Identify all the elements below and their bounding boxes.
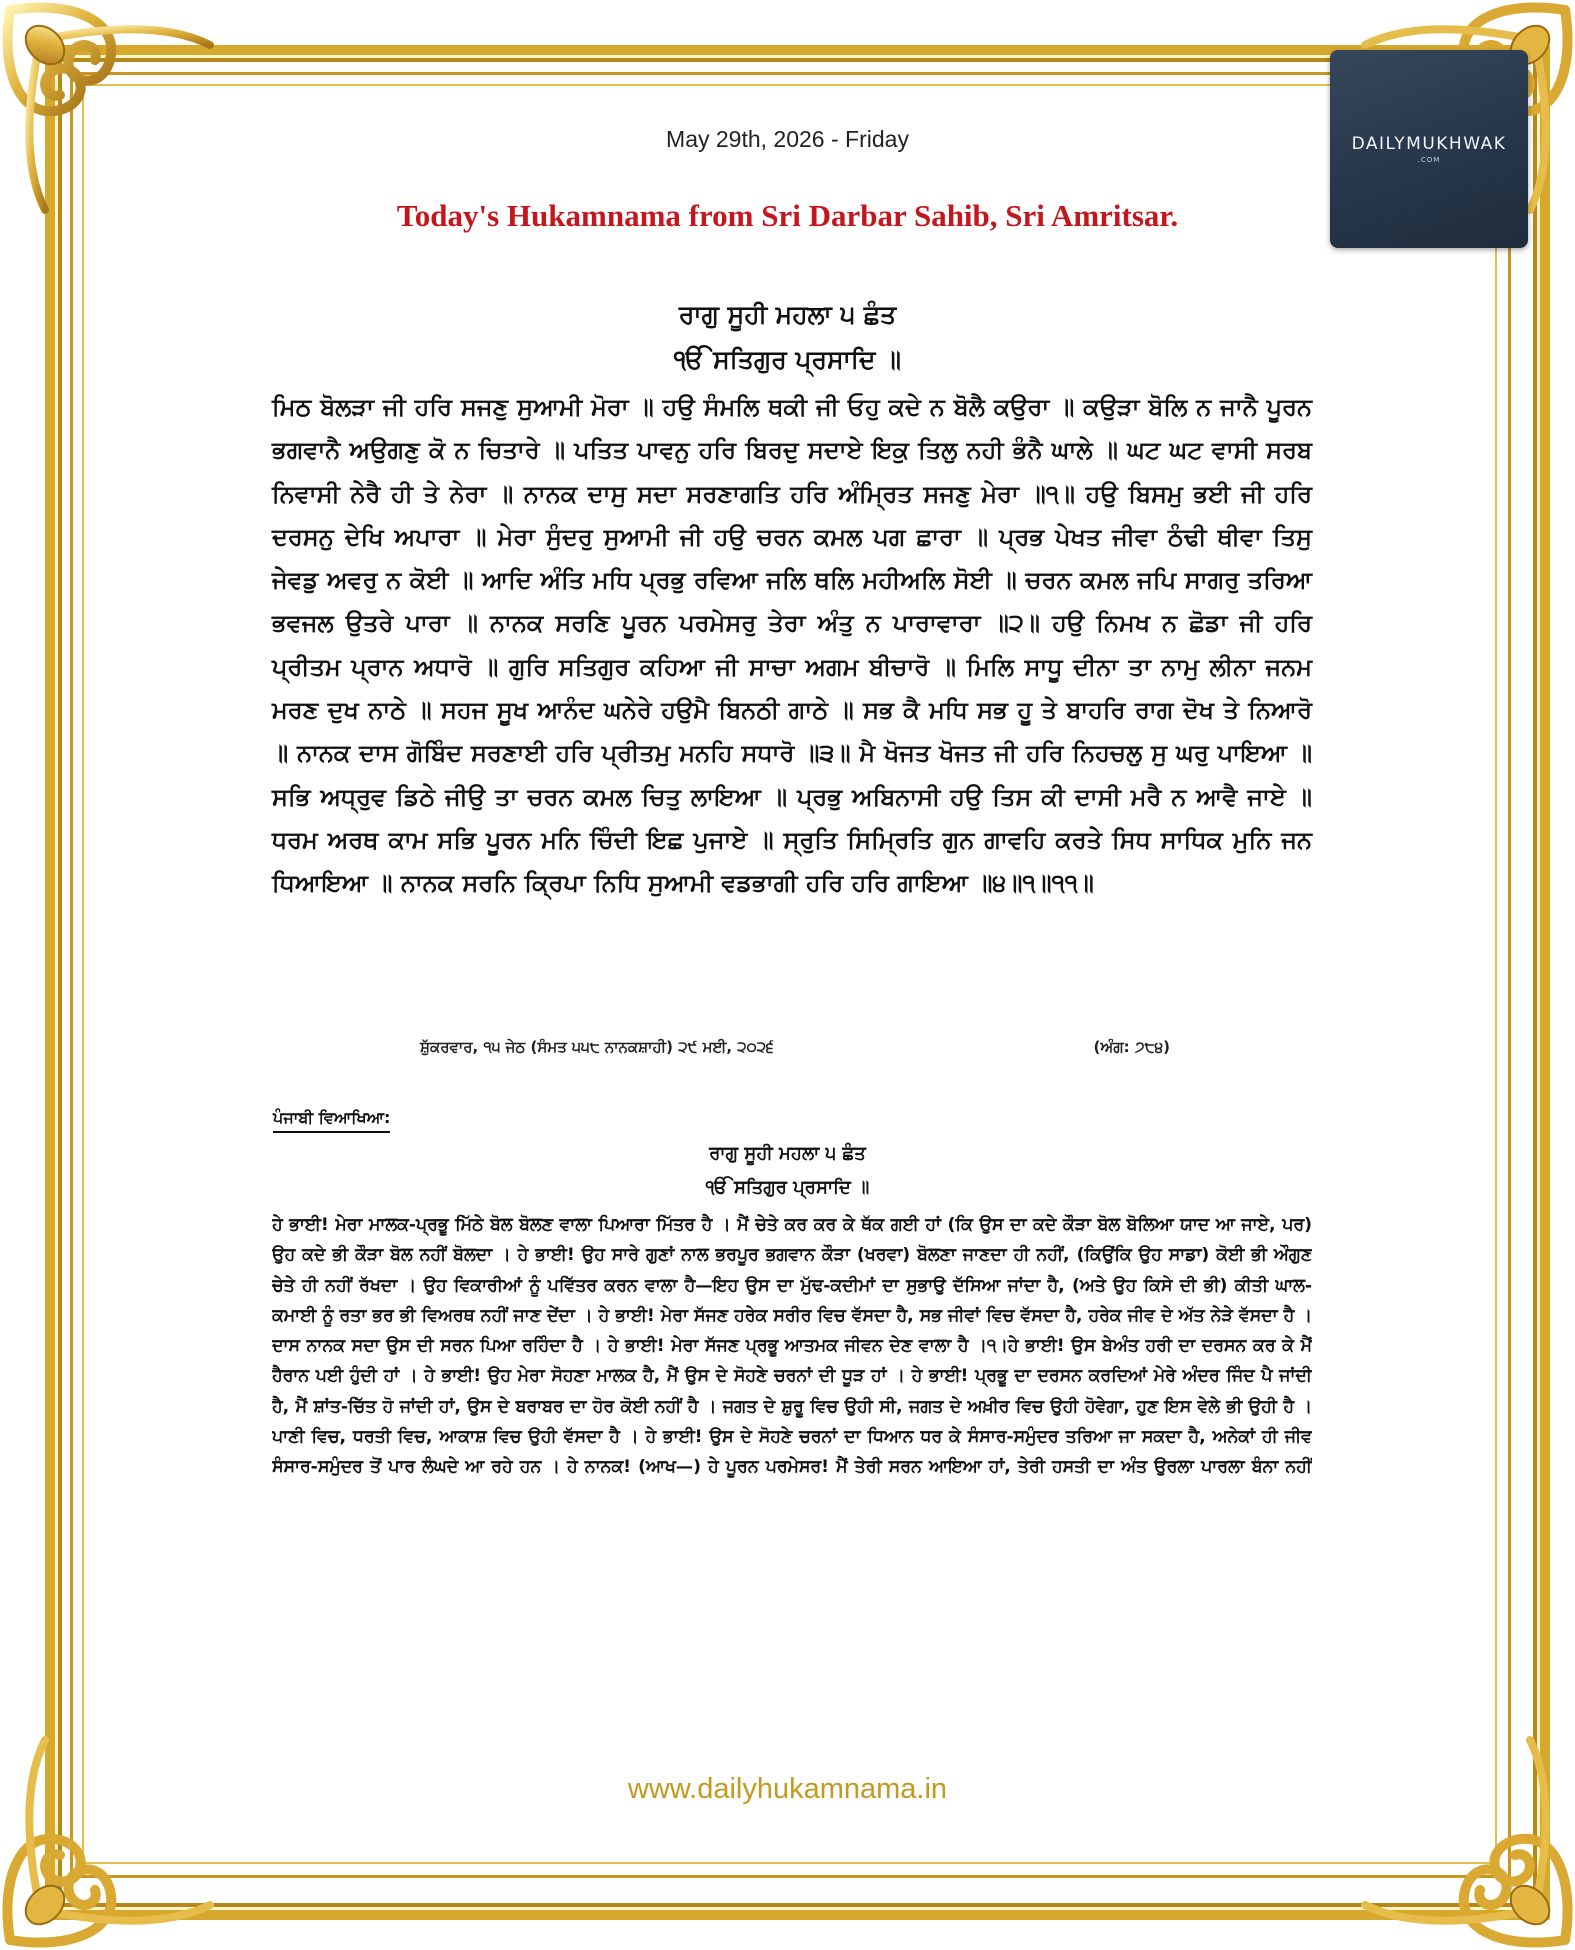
ribbon-bow-ornament-icon xyxy=(1355,1730,1575,1950)
date-line: May 29th, 2026 - Friday xyxy=(666,126,909,152)
logo-text: DAILYMUKHWAK xyxy=(1351,134,1507,154)
logo-subtext: .COM xyxy=(1417,156,1441,164)
ribbon-bow-ornament-icon xyxy=(0,1730,220,1950)
ribbon-bow-ornament-icon xyxy=(0,0,220,220)
website-link[interactable]: www.dailyhukamnama.in xyxy=(627,1773,948,1805)
ang-number: (ਅੰਗ: ੭੮੪) xyxy=(1093,1038,1170,1056)
vyakhya-text: ਹੇ ਭਾਈ! ਮੇਰਾ ਮਾਲਕ-ਪ੍ਰਭੂ ਮਿੱਠੇ ਬੋਲ ਬੋਲਣ ਵਾਲਾ ਪਿਆਰਾ ਮਿੱਤਰ ਹੈ । ਮੈਂ ਚੇਤੇ ਕਰ ਕਰ ਕੇ ਥੱਕ ਗਈ ਹਾਂ (ਕਿ ਉਸ ਦਾ ਕਦੇ ਕੌੜਾ ਬੋਲ ਬੋਲਿਆ ਯਾਦ ਆ ਜਾਏ, ਪਰ) ਉਹ ਕਦੇ ਭੀ ਕੌੜਾ ਬੋਲ ਨਹੀਂ ਬੋਲਦਾ । ਹੇ ਭਾਈ! ਉਹ ਸਾਰੇ ਗੁਣਾਂ ਨਾਲ ਭਰਪੂਰ ਭਗਵਾਨ ਕੌੜਾ (ਖਰਵਾ) ਬੋਲਣਾ ਜਾਣਦਾ ਹੀ ਨਹੀਂ, (ਕਿਉਂਕਿ ਉਹ ਸਾਡਾ) ਕੋਈ ਭੀ ਔਗੁਣ ਚੇਤੇ ਹੀ ਨਹੀਂ ਰੱਖਦਾ । ਉਹ ਵਿਕਾਰੀਆਂ ਨੂੰ ਪਵਿੱਤਰ ਕਰਨ ਵਾਲਾ ਹੈ—ਇਹ ਉਸ ਦਾ ਮੁੱਢ-ਕਦੀਮਾਂ ਦਾ ਸੁਭਾਉ ਦੱਸਿਆ ਜਾਂਦਾ ਹੈ, (ਅਤੇ ਉਹ ਕਿਸੇ ਦੀ ਭੀ) ਕੀਤੀ ਘਾਲ-ਕਮਾਈ ਨੂੰ ਰਤਾ ਭਰ ਭੀ ਵਿਅਰਥ ਨਹੀਂ ਜਾਣ ਦੇਂਦਾ । ਹੇ ਭਾਈ! ਮੇਰਾ ਸੱਜਣ ਹਰੇਕ ਸਰੀਰ ਵਿਚ ਵੱਸਦਾ ਹੈ, ਸਭ ਜੀਵਾਂ ਵਿਚ ਵੱਸਦਾ ਹੈ, ਹਰੇਕ ਜੀਵ ਦੇ ਅੱਤ ਨੇੜੇ ਵੱਸਦਾ ਹੈ । ਦਾਸ ਨਾਨਕ ਸਦਾ ਉਸ ਦੀ ਸਰਨ ਪਿਆ ਰਹਿੰਦਾ ਹੈ । ਹੇ ਭਾਈ! ਮੇਰਾ ਸੱਜਣ ਪ੍ਰਭੂ ਆਤਮਕ ਜੀਵਨ ਦੇਣ ਵਾਲਾ ਹੈ ।੧।ਹੇ ਭਾਈ! ਉਸ ਬੇਅੰਤ ਹਰੀ ਦਾ ਦਰਸਨ ਕਰ ਕੇ ਮੈਂ ਹੈਰਾਨ ਪਈ ਹੁੰਦੀ ਹਾਂ । ਹੇ ਭਾਈ! ਉਹ ਮੇਰਾ ਸੋਹਣਾ ਮਾਲਕ ਹੈ, ਮੈਂ ਉਸ ਦੇ ਸੋਹਣੇ ਚਰਨਾਂ ਦੀ ਧੂੜ ਹਾਂ । ਹੇ ਭਾਈ! ਪ੍ਰਭੂ ਦਾ ਦਰਸਨ ਕਰਦਿਆਂ ਮੇਰੇ ਅੰਦਰ ਜਿੰਦ ਪੈ ਜਾਂਦੀ ਹੈ, ਮੈਂ ਸ਼ਾਂਤ-ਚਿੱਤ ਹੋ ਜਾਂਦੀ ਹਾਂ, ਉਸ ਦੇ ਬਰਾਬਰ ਦਾ ਹੋਰ ਕੋਈ ਨਹੀਂ ਹੈ । ਜਗਤ ਦੇ ਸ਼ੁਰੂ ਵਿਚ ਉਹੀ ਸੀ, ਜਗਤ ਦੇ ਅਖ਼ੀਰ ਵਿਚ ਉਹੀ ਹੋਵੇਗਾ, ਹੁਣ ਇਸ ਵੇਲੇ ਭੀ ਉਹੀ ਹੈ । ਪਾਣੀ ਵਿਚ, ਧਰਤੀ ਵਿਚ, ਆਕਾਸ਼ ਵਿਚ ਉਹੀ ਵੱਸਦਾ ਹੈ । ਹੇ ਭਾਈ! ਉਸ ਦੇ ਸੋਹਣੇ ਚਰਨਾਂ ਦਾ ਧਿਆਨ ਧਰ ਕੇ ਸੰਸਾਰ-ਸਮੁੰਦਰ ਤਰਿਆ ਜਾ ਸਕਦਾ ਹੈ, ਅਨੇਕਾਂ ਹੀ ਜੀਵ ਸੰਸਾਰ-ਸਮੁੰਦਰ ਤੋਂ ਪਾਰ ਲੰਘਦੇ ਆ ਰਹੇ ਹਨ । ਹੇ ਨਾਨਕ! (ਆਖ—) ਹੇ ਪੂਰਨ ਪਰਮੇਸਰ! ਮੈਂ ਤੇਰੀ ਸਰਨ ਆਇਆ ਹਾਂ, ਤੇਰੀ ਹਸਤੀ ਦਾ ਅੰਤ ਉਰਲਾ ਪਾਰਲਾ ਬੰਨਾ ਨਹੀਂ xyxy=(272,1215,1312,1478)
shabad-raag-heading: ਰਾਗੁ ਸੂਹੀ ਮਹਲਾ ੫ ਛੰਤ xyxy=(678,300,897,329)
shabad-mangal-heading: ੴ ਸਤਿਗੁਰ ਪ੍ਰਸਾਦਿ ॥ xyxy=(673,345,901,374)
vyakhya-label: ਪੰਜਾਬੀ ਵਿਆਖਿਆ: xyxy=(273,1108,390,1133)
shabad-meta xyxy=(420,1038,1170,1056)
nanakshahi-date: ਸ਼ੁੱਕਰਵਾਰ, ੧੫ ਜੇਠ (ਸੰਮਤ ੫੫੮ ਨਾਨਕਸ਼ਾਹੀ) ੨੯ ਮਈ, ੨੦੨੬ xyxy=(420,1038,774,1056)
shabad-text: ਮਿਠ ਬੋਲੜਾ ਜੀ ਹਰਿ ਸਜਣੁ ਸੁਆਮੀ ਮੋਰਾ ॥ ਹਉ ਸੰਮਲਿ ਥਕੀ ਜੀ ਓਹੁ ਕਦੇ ਨ ਬੋਲੈ ਕਉਰਾ ॥ ਕਉੜਾ ਬੋਲਿ ਨ ਜਾਨੈ ਪੂਰਨ ਭਗਵਾਨੈ ਅਉਗਣੁ ਕੋ ਨ ਚਿਤਾਰੇ ॥ ਪਤਿਤ ਪਾਵਨੁ ਹਰਿ ਬਿਰਦੁ ਸਦਾਏ ਇਕੁ ਤਿਲੁ ਨਹੀ ਭੰਨੈ ਘਾਲੇ ॥ ਘਟ ਘਟ ਵਾਸੀ ਸਰਬ ਨਿਵਾਸੀ ਨੇਰੈ ਹੀ ਤੇ ਨੇਰਾ ॥ ਨਾਨਕ ਦਾਸੁ ਸਦਾ ਸਰਣਾਗਤਿ ਹਰਿ ਅੰਮ੍ਰਿਤ ਸਜਣੁ ਮੇਰਾ ॥੧॥ ਹਉ ਬਿਸਮੁ ਭਈ ਜੀ ਹਰਿ ਦਰਸਨੁ ਦੇਖਿ ਅਪਾਰਾ ॥ ਮੇਰਾ ਸੁੰਦਰੁ ਸੁਆਮੀ ਜੀ ਹਉ ਚਰਨ ਕਮਲ ਪਗ ਛਾਰਾ ॥ ਪ੍ਰਭ ਪੇਖਤ ਜੀਵਾ ਠੰਢੀ ਥੀਵਾ ਤਿਸੁ ਜੇਵਡੁ ਅਵਰੁ ਨ ਕੋਈ ॥ ਆਦਿ ਅੰਤਿ ਮਧਿ ਪ੍ਰਭੁ ਰਵਿਆ ਜਲਿ ਥਲਿ ਮਹੀਅਲਿ ਸੋਈ ॥ ਚਰਨ ਕਮਲ ਜਪਿ ਸਾਗਰੁ ਤਰਿਆ ਭਵਜਲ ਉਤਰੇ ਪਾਰਾ ॥ ਨਾਨਕ ਸਰਣਿ ਪੂਰਨ ਪਰਮੇਸਰੁ ਤੇਰਾ ਅੰਤੁ ਨ ਪਾਰਾਵਾਰਾ ॥੨॥ ਹਉ ਨਿਮਖ ਨ ਛੋਡਾ ਜੀ ਹਰਿ ਪ੍ਰੀਤਮ ਪ੍ਰਾਨ ਅਧਾਰੋ ॥ ਗੁਰਿ ਸਤਿਗੁਰ ਕਹਿਆ ਜੀ ਸਾਚਾ ਅਗਮ ਬੀਚਾਰੋ ॥ ਮਿਲਿ ਸਾਧੂ ਦੀਨਾ ਤਾ ਨਾਮੁ ਲੀਨਾ ਜਨਮ ਮਰਣ ਦੁਖ ਨਾਠੇ ॥ ਸਹਜ ਸੂਖ ਆਨੰਦ ਘਨੇਰੇ ਹਉਮੈ ਬਿਨਠੀ ਗਾਠੇ ॥ ਸਭ ਕੈ ਮਧਿ ਸਭ ਹੂ ਤੇ ਬਾਹਰਿ ਰਾਗ ਦੋਖ ਤੇ ਨਿਆਰੋ ॥ ਨਾਨਕ ਦਾਸ ਗੋਬਿੰਦ ਸਰਣਾਈ ਹਰਿ ਪ੍ਰੀਤਮੁ ਮਨਹਿ ਸਧਾਰੋ ॥੩॥ ਮੈ ਖੋਜਤ ਖੋਜਤ ਜੀ ਹਰਿ ਨਿਹਚਲੁ ਸੁ ਘਰੁ ਪਾਇਆ ॥ ਸਭਿ ਅਧ੍ਰੁਵ ਡਿਠੇ ਜੀਉ ਤਾ ਚਰਨ ਕਮਲ ਚਿਤੁ ਲਾਇਆ ॥ ਪ੍ਰਭੁ ਅਬਿਨਾਸੀ ਹਉ ਤਿਸ ਕੀ ਦਾਸੀ ਮਰੈ ਨ ਆਵੈ ਜਾਏ ॥ ਧਰਮ ਅਰਥ ਕਾਮ ਸਭਿ ਪੂਰਨ ਮਨਿ ਚਿੰਦੀ ਇਛ ਪੁਜਾਏ ॥ ਸ੍ਰੁਤਿ ਸਿਮ੍ਰਿਤਿ ਗੁਨ ਗਾਵਹਿ ਕਰਤੇ ਸਿਧ ਸਾਧਿਕ ਮੁਨਿ ਜਨ ਧਿਆਇਆ ॥ ਨਾਨਕ ਸਰਨਿ ਕ੍ਰਿਪਾ ਨਿਧਿ ਸੁਆਮੀ ਵਡਭਾਗੀ ਹਰਿ ਹਰਿ ਗਾਇਆ ॥੪॥੧॥੧੧॥ xyxy=(272,393,1312,898)
vyakhya-raag-heading: ਰਾਗੁ ਸੂਹੀ ਮਹਲਾ ੫ ਛੰਤ xyxy=(709,1143,866,1164)
vyakhya-mangal-heading: ੴ ਸਤਿਗੁਰ ਪ੍ਰਸਾਦਿ ॥ xyxy=(705,1177,870,1198)
page-title: Today's Hukamnama from Sri Darbar Sahib, Sri Amritsar. xyxy=(396,198,1179,233)
